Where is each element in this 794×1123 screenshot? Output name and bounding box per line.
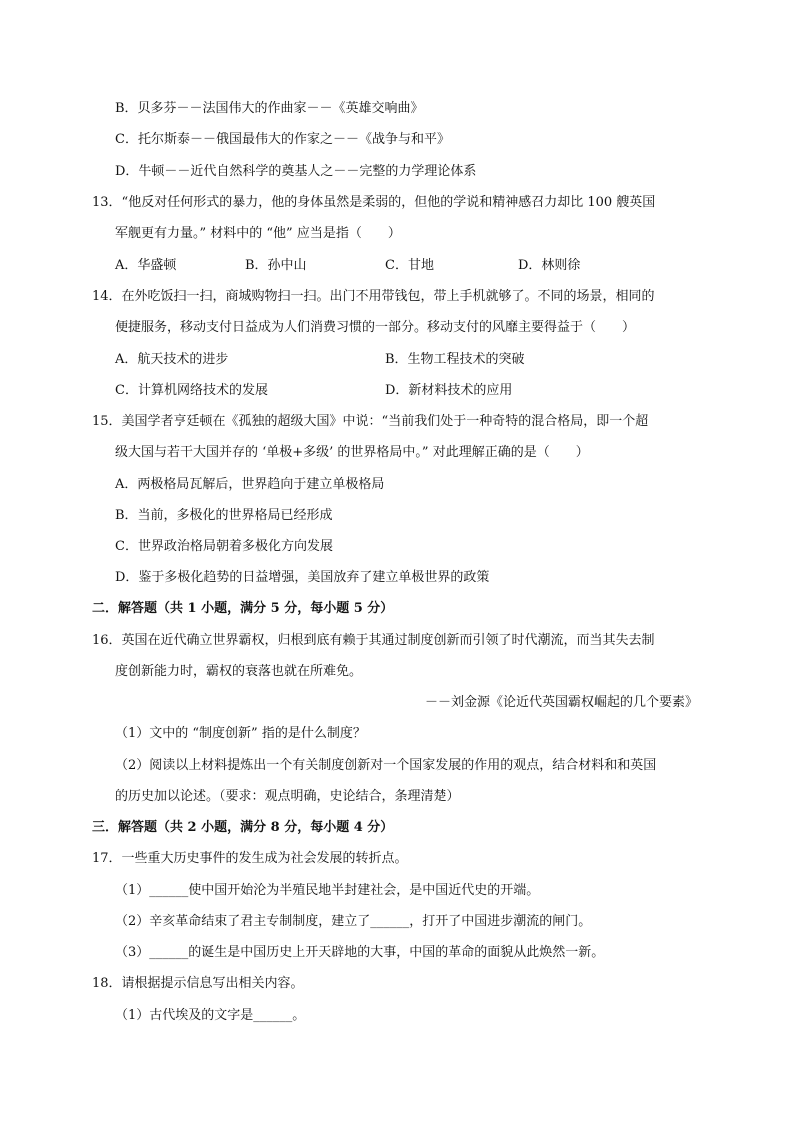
q16-sub2-line1: （2）阅读以上材料提炼出一个有关制度创新对一个国家发展的作用的观点，结合材料和和英国 [115, 758, 657, 773]
q17-sub3: （3）______的诞生是中国历史上开天辟地的大事，中国的革命的面貌从此焕然一新。 [115, 945, 605, 960]
section-2-heading: 二．解答题（共 1 小题，满分 5 分，每小题 5 分） [92, 601, 394, 616]
q15-stem-line1: 15．美国学者亨廷顿在《孤独的超级大国》中说：“当前我们处于一种奇特的混合格局，即一个超 [92, 414, 649, 429]
q13-option-a: A．华盛顿 [115, 258, 177, 273]
q12-option-b: B．贝多芬－－法国伟大的作曲家－－《英雄交响曲》 [115, 101, 424, 116]
q18-stem: 18．请根据提示信息写出相关内容。 [92, 976, 304, 991]
q14-option-d: D．新材料技术的应用 [385, 383, 513, 398]
q17-stem: 17．一些重大历史事件的发生成为社会发展的转折点。 [92, 851, 408, 866]
q18-sub1: （1）古代埃及的文字是______。 [115, 1008, 306, 1023]
section-3-heading: 三．解答题（共 2 小题，满分 8 分，每小题 4 分） [92, 820, 394, 835]
q14-option-c: C．计算机网络技术的发展 [115, 383, 268, 398]
q14-option-a: A．航天技术的进步 [115, 352, 229, 367]
q15-option-a: A．两极格局瓦解后，世界趋向于建立单极格局 [115, 477, 385, 492]
q14-option-b: B．生物工程技术的突破 [385, 352, 525, 367]
q16-source: －－刘金源《论近代英国霸权崛起的几个要素》 [424, 695, 698, 710]
q16-sub2-line2: 的历史加以论述。（要求：观点明确，史论结合，条理清楚） [115, 789, 460, 804]
q17-sub1: （1）______使中国开始沦为半殖民地半封建社会，是中国近代史的开端。 [115, 883, 540, 898]
q13-option-b: B．孙中山 [245, 258, 307, 273]
q12-option-c: C．托尔斯泰－－俄国最伟大的作家之－－《战争与和平》 [115, 132, 450, 147]
q16-sub1: （1）文中的 “制度创新” 指的是什么制度？ [115, 726, 366, 741]
q14-stem-line1: 14．在外吃饭扫一扫，商城购物扫一扫。出门不用带钱包，带上手机就够了。不同的场景，相同的 [92, 289, 655, 304]
q15-stem-line2: 级大国与若干大国并存的 ‘单极+多级’ 的世界格局中。” 对此理解正确的是（ ） [115, 445, 589, 460]
q14-stem-line2: 便捷服务，移动支付日益成为人们消费习惯的一部分。移动支付的风靡主要得益于（ ） [115, 320, 636, 335]
q12-option-d: D．牛顿－－近代自然科学的奠基人之－－完整的力学理论体系 [115, 164, 477, 179]
q15-option-d: D．鉴于多极化趋势的日益增强，美国放弃了建立单极世界的政策 [115, 570, 490, 585]
q16-material-line2: 度创新能力时，霸权的衰落也就在所难免。 [115, 664, 363, 679]
q15-option-c: C．世界政治格局朝着多极化方向发展 [115, 539, 333, 554]
q17-sub2: （2）辛亥革命结束了君主专制制度，建立了______，打开了中国进步潮流的闸门。 [115, 914, 592, 929]
q16-material-line1: 16．英国在近代确立世界霸权，归根到底有赖于其通过制度创新而引领了时代潮流，而当其失去制 [92, 633, 655, 648]
q13-stem-line1: 13．“他反对任何形式的暴力，他的身体虽然是柔弱的，但他的学说和精神感召力却比 100 艘英国 [92, 195, 656, 210]
q15-option-b: B．当前，多极化的世界格局已经形成 [115, 508, 333, 523]
q13-option-c: C．甘地 [385, 258, 434, 273]
q13-stem-line2: 军舰更有力量。” 材料中的 “他” 应当是指（ ） [115, 226, 401, 241]
q13-option-d: D．林则徐 [518, 258, 581, 273]
